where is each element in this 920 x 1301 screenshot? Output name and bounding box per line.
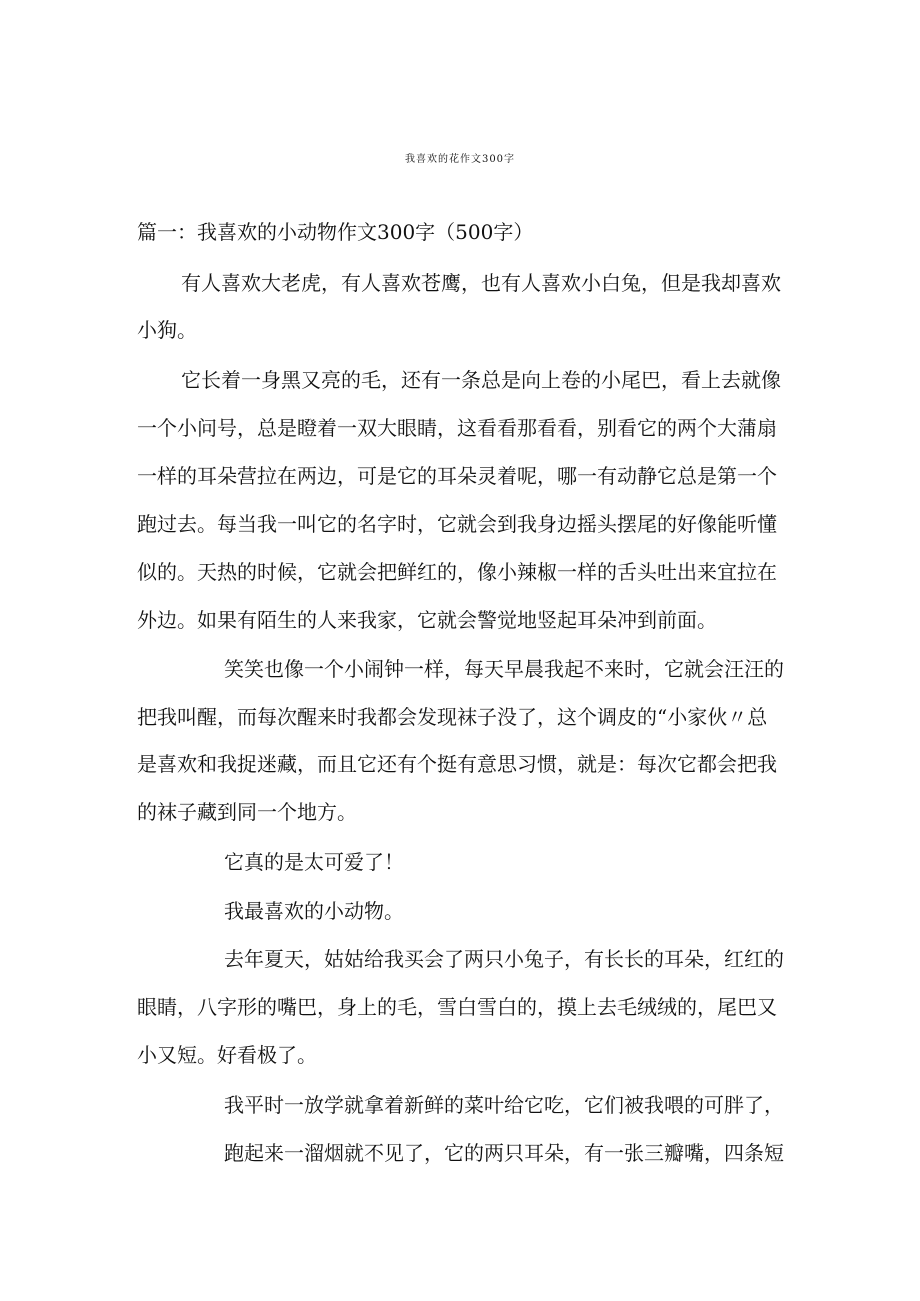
text-line: 的袜子藏到同一个地方。 [137,800,357,824]
text-line: 小狗。 [137,318,197,342]
text-line: 跑起来一溜烟就不见了，它的两只耳朵，有一张三瓣嘴，四条短 [224,1141,784,1165]
text-line: 眼睛，八字形的嘴巴，身上的毛，雪白雪白的，摸上去毛绒绒的，尾巴又 [137,995,777,1019]
text-line: 我最喜欢的小动物。 [224,899,404,923]
document-title: 我喜欢的花作文300字 [404,154,516,165]
section-heading: 篇一：我喜欢的小动物作文300字（500字） [137,220,534,244]
text-line: 一个小问号，总是瞪着一双大眼睛，这看看那看看，别看它的两个大蒲扇 [137,416,777,440]
text-line: 笑笑也像一个小闹钟一样，每天早晨我起不来时，它就会汪汪的 [224,657,784,681]
text-line: 去年夏天，姑姑给我买会了两只小兔子，有长长的耳朵，红红的 [224,947,784,971]
text-line: 我平时一放学就拿着新鲜的菜叶给它吃，它们被我喂的可胖了， [224,1093,784,1117]
text-line: 是喜欢和我捉迷藏，而且它还有个挺有意思习惯，就是：每次它都会把我 [137,752,777,776]
text-line: 似的。天热的时候，它就会把鲜红的，像小辣椒一样的舌头吐出来宜拉在 [137,560,777,584]
text-line: 有人喜欢大老虎，有人喜欢苍鹰，也有人喜欢小白兔，但是我却喜欢 [181,271,781,295]
text-line: 它真的是太可爱了！ [224,850,404,874]
text-line: 外边。如果有陌生的人来我家，它就会警觉地竖起耳朵冲到前面。 [137,608,717,632]
text-line: 跑过去。每当我一叫它的名字时，它就会到我身边摇头摆尾的好像能听懂 [137,512,777,536]
text-line: 小又短。好看极了。 [137,1043,317,1067]
text-line: 一样的耳朵营拉在两边，可是它的耳朵灵着呢，哪一有动静它总是第一个 [137,464,777,488]
text-line: 把我叫醒，而每次醒来时我都会发现袜子没了，这个调皮的“小家伙〃总 [137,705,768,729]
text-line: 它长着一身黑又亮的毛，还有一条总是向上卷的小尾巴，看上去就像 [181,368,781,392]
